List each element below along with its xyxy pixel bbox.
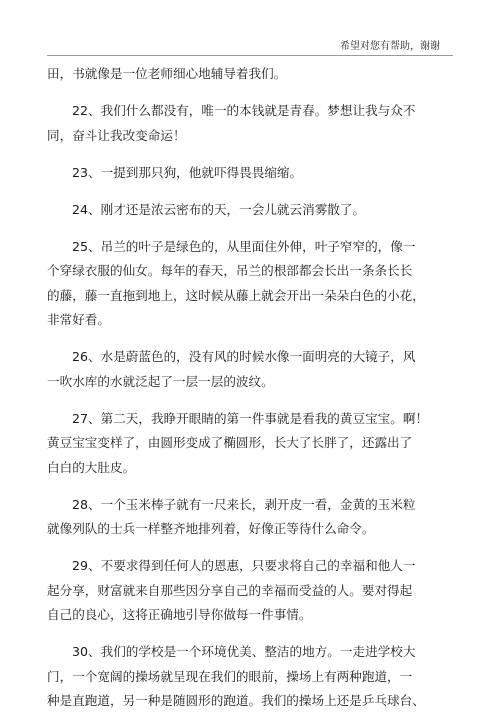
text-line: 的藤，藤一直拖到地上，这时候从藤上就会开出一朵朵白色的小花，: [47, 287, 425, 303]
text-line: 22、我们什么都没有，唯一的本钱就是青春。梦想让我与众不: [72, 103, 416, 118]
text-line: 27、第二天，我睁开眼睛的第一件事就是看我的黄豆宝宝。啊！: [72, 410, 429, 426]
text-line: 25、吊兰的叶子是绿色的，从里面住外伸，叶子窄窄的，像一: [72, 238, 416, 254]
paragraph-26: [47, 345, 455, 394]
paragraph-continuation: [47, 62, 455, 87]
header-divider: [47, 55, 453, 56]
paragraph-22: [47, 99, 455, 148]
paragraph-24: [47, 198, 455, 223]
header-text: 希望对您有帮助，谢谢: [340, 41, 440, 52]
paragraph-30: [47, 640, 455, 714]
text-line: 23、一提到那只狗，他就吓得畏畏缩缩。: [72, 164, 303, 180]
text-line: 28、一个玉米棒子就有一尺来长，剥开皮一看，金黄的玉米粒: [72, 496, 416, 512]
text-line: 同，奋斗让我改变命运！: [47, 127, 186, 143]
text-line: 26、水是蔚蓝色的，没有风的时候水像一面明亮的大镜子，风: [72, 349, 416, 364]
paragraph-29: [47, 554, 455, 628]
paragraph-23: [47, 161, 455, 186]
text-line: 自己的良心，这将正确地引导你做每一件事情。: [47, 607, 312, 622]
text-line: 24、刚才还是浓云密布的天，一会儿就云消雾散了。: [72, 201, 366, 217]
text-line: 就像列队的士兵一样整齐地排列着，好像正等待什么命令。: [47, 521, 375, 536]
text-line: 30、我们的学校是一个环境优美、整洁的地方。一走进学校大: [72, 644, 416, 659]
paragraph-28: [47, 493, 455, 542]
text-line: 个穿绿衣服的仙女。每年的春天，吊兰的根部都会长出一条条长长: [47, 263, 413, 278]
text-line: 29、不要求得到任何人的恩惠，只要求将自己的幸福和他人一: [72, 558, 416, 573]
document-body: [47, 62, 455, 726]
text-line: 田，书就像是一位老师细心地辅导着我们。: [47, 66, 287, 81]
text-line: 门，一个宽阔的操场就呈现在我们的眼前，操场上有两种跑道，一: [47, 668, 413, 684]
text-line: 一吹水库的水就泛起了一层一层的波纹。: [47, 373, 274, 389]
text-line: 白白的大肚皮。: [47, 459, 136, 475]
text-line: 非常好看。: [47, 312, 110, 327]
text-line: 黄豆宝宝变样了，由圆形变成了椭圆形，长大了长胖了，还露出了: [47, 435, 413, 450]
text-line: 种是直跑道，另一种是随圆形的跑道。我们的操场上还是乒乓球台、: [47, 693, 425, 708]
text-line: 起分享，财富就来自那些因分享自己的幸福而受益的人。要对得起: [47, 582, 413, 598]
paragraph-25: [47, 235, 455, 333]
paragraph-27: [47, 407, 455, 481]
page-header: [340, 37, 440, 52]
